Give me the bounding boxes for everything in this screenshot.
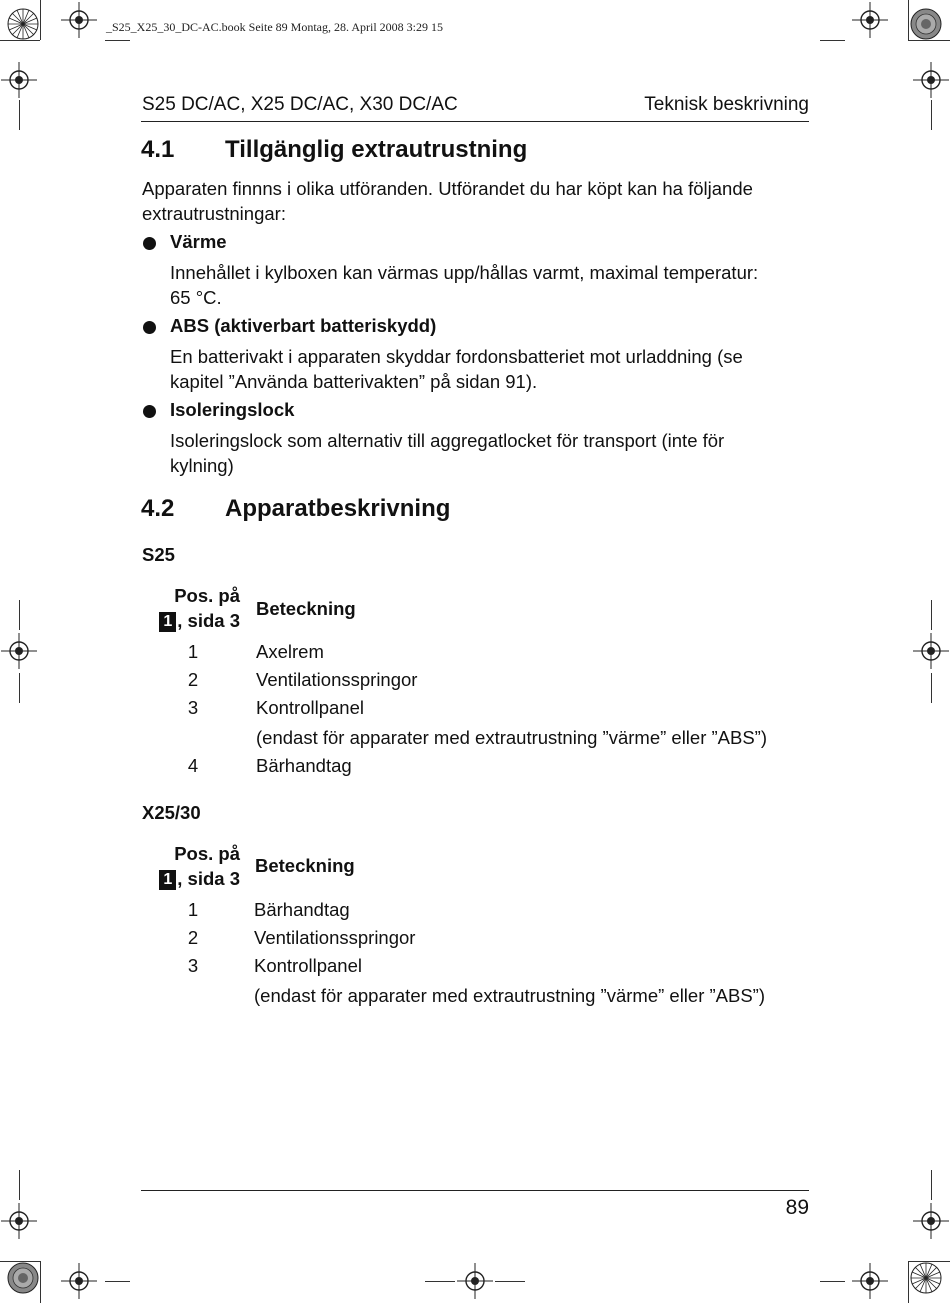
table-label: X25/30 (142, 802, 201, 823)
registration-mark-icon (1, 62, 37, 98)
section-title: Apparatbeskrivning (225, 495, 451, 522)
crop-line (931, 673, 932, 703)
page-number: 89 (785, 1196, 809, 1219)
registration-mark-icon (457, 1263, 493, 1299)
header-rule (141, 121, 809, 122)
bullet-description (170, 260, 815, 310)
figure-reference-badge: 1 (159, 612, 176, 632)
section-number: 4.2 (141, 495, 175, 522)
text-line: En batterivakt i apparaten skyddar fordonsbatteriet mot urladdning (se (170, 346, 743, 367)
section-title: Tillgänglig extrautrustning (225, 136, 528, 163)
crop-line (19, 600, 20, 630)
print-slug: _S25_X25_30_DC-AC.book Seite 89 Montag, 28. April 2008 3:29 15 (106, 20, 444, 34)
text-line: Innehållet i kylboxen kan värmas upp/hållas varmt, maximal temperatur: (170, 262, 759, 283)
text-line: kylning) (170, 455, 234, 476)
registration-mark-icon (852, 1263, 888, 1299)
corner-rosette-icon (7, 1262, 39, 1294)
text-line: extrautrustningar: (142, 203, 286, 224)
crop-line (931, 1170, 932, 1200)
running-header-left: S25 DC/AC, X25 DC/AC, X30 DC/AC (142, 94, 458, 115)
text-line: , sida 3 (177, 868, 240, 889)
crop-line (0, 1261, 40, 1262)
corner-rosette-icon (910, 8, 942, 40)
crop-line (908, 1261, 909, 1303)
crop-line (40, 0, 41, 40)
crop-line (425, 1281, 455, 1282)
table-cell-description: (endast för apparater med extrautrustning ”värme” eller ”ABS”) (256, 727, 768, 748)
table-cell-description: Bärhandtag (254, 899, 350, 920)
table-cell-position: 2 (187, 669, 199, 690)
crop-line (0, 40, 40, 41)
text-line: Pos. på (174, 585, 240, 606)
running-header-right: Teknisk beskrivning (644, 94, 809, 115)
crop-line (495, 1281, 525, 1282)
registration-mark-icon (1, 633, 37, 669)
crop-line (105, 1281, 130, 1282)
table-cell-position: 2 (187, 927, 199, 948)
bullet-title: ABS (aktiverbart batteriskydd) (170, 315, 437, 336)
corner-rosette-icon (7, 8, 39, 40)
registration-mark-icon (1, 1203, 37, 1239)
figure-reference-badge: 1 (159, 870, 176, 890)
text-line: Apparaten finnns i olika utföranden. Utförandet du har köpt kan ha följande (142, 178, 753, 199)
table-cell-description: Bärhandtag (256, 755, 352, 776)
bullet-icon (143, 237, 156, 250)
corner-rosette-icon (910, 1262, 942, 1294)
bullet-icon (143, 321, 156, 334)
crop-line (105, 40, 130, 41)
table-cell-description: Axelrem (256, 641, 324, 662)
section-intro (142, 176, 812, 226)
crop-line (908, 1261, 950, 1262)
crop-line (820, 1281, 845, 1282)
text-line: , sida 3 (177, 610, 240, 631)
section-number: 4.1 (141, 136, 175, 163)
table-cell-position: 1 (187, 641, 199, 662)
table-cell-position: 4 (187, 755, 199, 776)
table-cell-description: Kontrollpanel (254, 955, 362, 976)
text-line: kapitel ”Använda batterivakten” på sidan 91). (170, 371, 538, 392)
crop-line (19, 100, 20, 130)
table-cell-description: Ventilationsspringor (254, 927, 416, 948)
table-cell-position: 1 (187, 899, 199, 920)
column-header-description: Beteckning (255, 855, 355, 876)
registration-mark-icon (852, 2, 888, 38)
bullet-title: Värme (170, 231, 227, 252)
footer-rule (141, 1190, 809, 1191)
text-line: 65 °C. (170, 287, 222, 308)
table-cell-position: 3 (187, 955, 199, 976)
crop-line (908, 0, 909, 40)
section-heading-4-1 (141, 136, 527, 164)
table-cell-description: Ventilationsspringor (256, 669, 418, 690)
registration-mark-icon (913, 633, 949, 669)
section-heading-4-2 (141, 495, 450, 523)
table-cell-description: (endast för apparater med extrautrustning ”värme” eller ”ABS”) (254, 985, 766, 1006)
crop-line (931, 600, 932, 630)
bullet-description (170, 344, 815, 394)
table-cell-description: Kontrollpanel (256, 697, 364, 718)
column-header-position (130, 583, 240, 633)
registration-mark-icon (61, 2, 97, 38)
crop-line (40, 1261, 41, 1303)
text-line: Isoleringslock som alternativ till aggregatlocket för transport (inte för (170, 430, 725, 451)
bullet-description (170, 428, 815, 478)
column-header-description: Beteckning (256, 598, 356, 619)
crop-line (931, 100, 932, 130)
text-line: Pos. på (174, 843, 240, 864)
table-cell-position: 3 (187, 697, 199, 718)
crop-line (19, 673, 20, 703)
registration-mark-icon (913, 62, 949, 98)
crop-line (908, 40, 950, 41)
bullet-icon (143, 405, 156, 418)
bullet-title: Isoleringslock (170, 399, 295, 420)
column-header-position (130, 841, 240, 891)
crop-line (19, 1170, 20, 1200)
table-label: S25 (142, 544, 175, 565)
crop-line (820, 40, 845, 41)
registration-mark-icon (913, 1203, 949, 1239)
registration-mark-icon (61, 1263, 97, 1299)
